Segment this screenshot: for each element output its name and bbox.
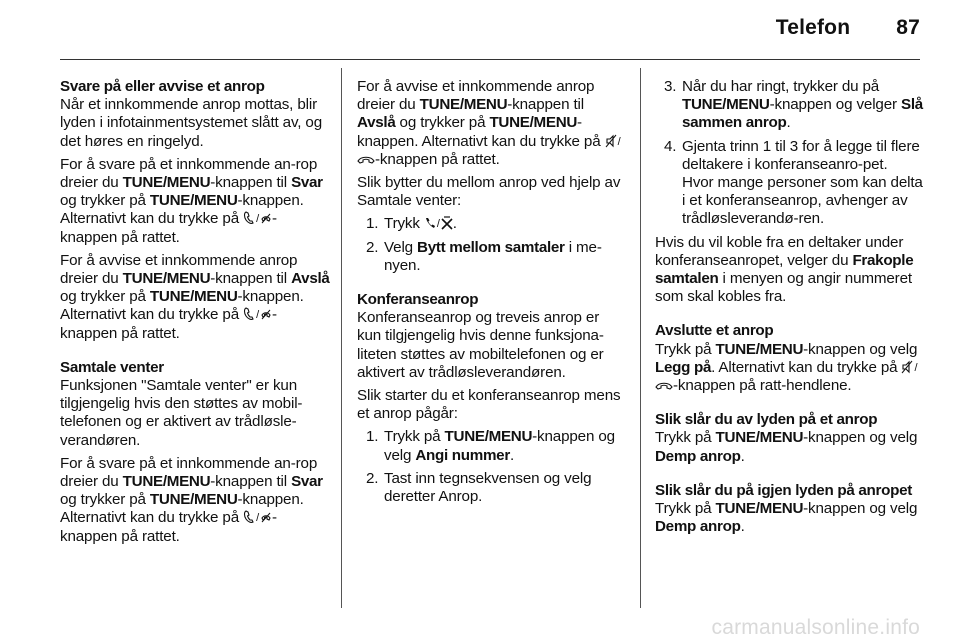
column-divider-2 [640,68,641,608]
paragraph: Når et innkommende anrop mottas, blir lyden i infotainmentsystemet slått av, og det høres en ringelyd. [60,96,323,150]
paragraph: Trykk på TUNE/MENU-knappen og velg Demp anrop. [655,500,918,536]
phone-hangup-icon [260,510,272,524]
step-list [357,215,625,275]
phone-handset-icon [243,211,255,225]
page-title: Telefon [775,16,851,39]
list-item: 1. Trykk på TUNE/MENU-knappen og velg Angi nummer. [366,428,615,464]
list-item: 3. Når du har ringt, trykker du på TUNE/MENU-knappen og velger Slå sammen anrop. [664,78,923,132]
header-divider [60,59,920,60]
page-number: 87 [896,16,920,39]
step-list [655,78,923,229]
column-3 [655,78,923,541]
list-item: 2. Tast inn tegnsekvensen og velg deretter Anrop. [366,469,592,506]
paragraph: Funksjonen "Samtale venter" er kun tilgjengelig hvis den støttes av mobil-telefonen og er aktivert av trådløsle-verandøren. [60,377,303,449]
phone-handset-icon [243,307,255,321]
column-divider-1 [341,68,342,608]
column-1 [60,78,330,551]
paragraph: For å avvise et innkommende anrop dreier du TUNE/MENU-knappen til Avslå og trykker på TUNE/MENU-knappen. Alternativt kan du trykke på /-knappen på rattet. [357,78,621,168]
end-call-icon [357,152,375,166]
section-heading-answer: Svare på eller avvise et anrop [60,78,265,95]
step-list [357,428,625,506]
phone-hangup-icon [260,211,272,225]
paragraph: For å svare på et innkommende an-rop dreier du TUNE/MENU-knappen til Svar og trykker på TUNE/MENU-knappen. Alternativt kan du trykke på / -knappen på rattet. [60,155,323,246]
paragraph: Trykk på TUNE/MENU-knappen og velg Legg på. Alternativt kan du trykke på /-knappen på ratt-hendlene. [655,340,918,395]
end-call-icon [441,216,453,230]
call-icon [424,216,436,230]
paragraph: For å avvise et innkommende anrop dreier du TUNE/MENU-knappen til Avslå og trykker på TUNE/MENU-knappen. Alternativt kan du trykke på / -knappen på rattet. [60,251,330,342]
list-item: 4. Gjenta trinn 1 til 3 for å legge til flere deltakere i konferanseanro-pet. Hvor mange personer som kan delta i et konferanseanrop, avhenger av trådløsleverandø-ren. [664,137,923,228]
section-heading-call-waiting: Samtale venter [60,358,164,376]
end-call-icon [655,378,673,392]
mute-icon [605,134,617,148]
column-2 [357,78,625,511]
paragraph: Konferanseanrop og treveis anrop er kun tilgjengelig hvis denne funksjona-liteten støttes av mobiltelefonen og er aktivert av trådløsleverandøren. [357,309,604,381]
mute-icon [901,360,913,374]
paragraph: Hvis du vil koble fra en deltaker under konferanseanropet, velger du Frakople samtalen i menyen og angir nummeret som skal kobles fra. [655,233,914,306]
list-item: 1. Trykk / . [366,215,457,233]
section-heading-unmute: Slik slår du på igjen lyden på anropet [655,481,912,499]
paragraph: Slik bytter du mellom anrop ved hjelp av Samtale venter: [357,174,621,210]
phone-hangup-icon [260,307,272,321]
section-heading-end-call: Avslutte et anrop [655,322,774,340]
watermark: carmanualsonline.info [711,616,920,639]
paragraph: For å svare på et innkommende an-rop dreier du TUNE/MENU-knappen til Svar og trykker på TUNE/MENU-knappen. Alternativt kan du trykke på / -knappen på rattet. [60,454,323,545]
list-item: 2. Velg Bytt mellom samtaler i me-nyen. [366,238,602,274]
section-heading-mute: Slik slår du av lyden på et anrop [655,411,878,429]
paragraph: Trykk på TUNE/MENU-knappen og velg Demp anrop. [655,429,918,465]
paragraph: Slik starter du et konferanseanrop mens et anrop pågår: [357,387,621,423]
phone-handset-icon [243,510,255,524]
page-header [776,16,920,40]
section-heading-conference: Konferanseanrop [357,291,479,309]
